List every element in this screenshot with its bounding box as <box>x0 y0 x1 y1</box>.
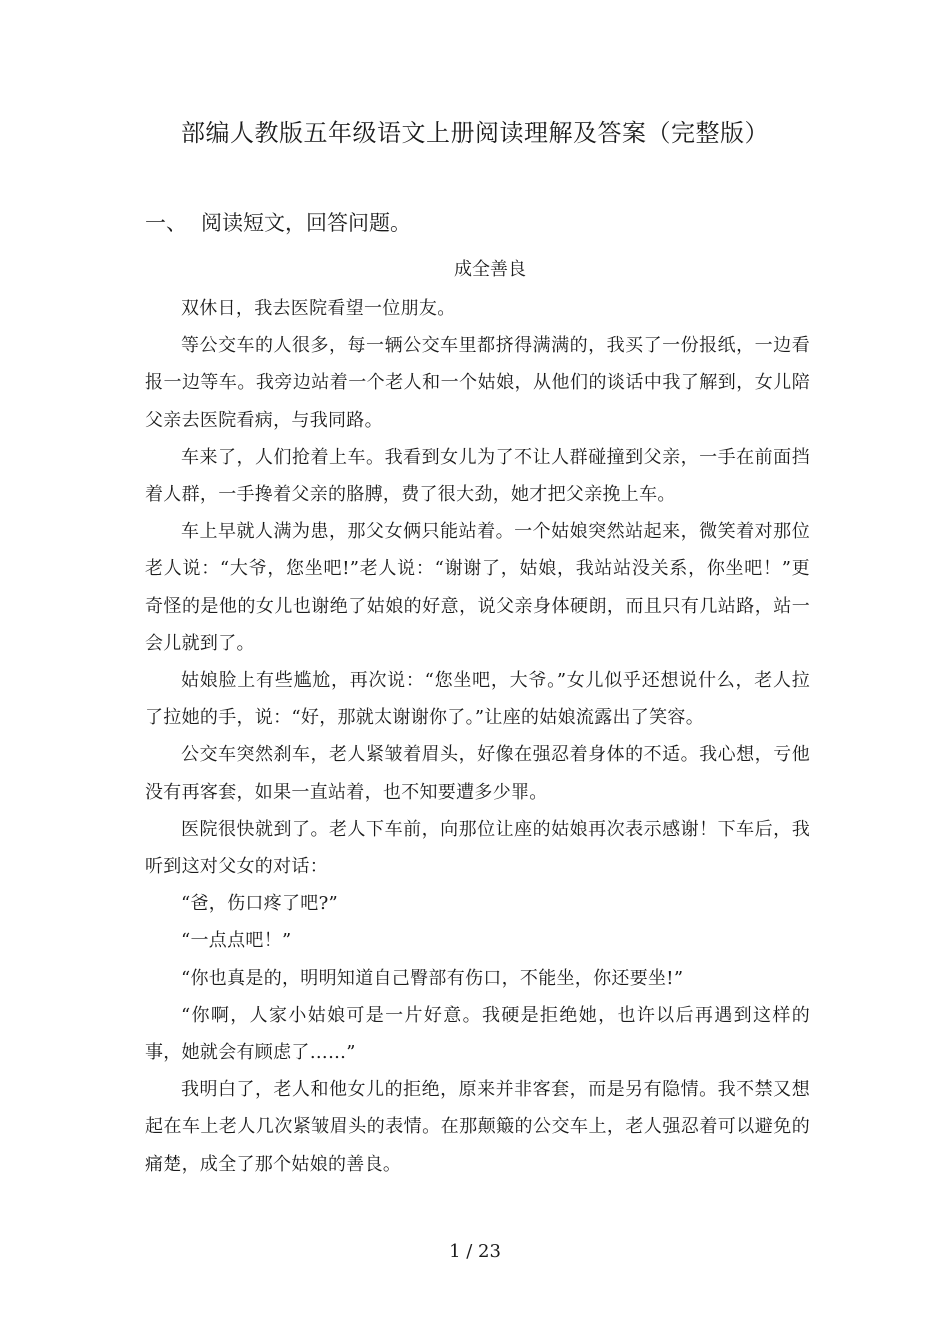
dialogue-line: “爸，伤口疼了吧?” <box>181 893 339 915</box>
paragraph: 我明白了，老人和他女儿的拒绝，原来并非客套，而是另有隐情。我不禁又想起在车上老人几次紧皱眉头的表情。在那颠簸的公交车上，老人强忍着可以避免的痛楚，成全了那个姑娘的善良。 <box>145 1079 810 1175</box>
paragraph: 双休日，我去医院看望一位朋友。 <box>181 298 456 319</box>
paragraph: 医院很快就到了。老人下车前，向那位让座的姑娘再次表示感谢！下车后，我听到这对父女的对话： <box>145 818 810 878</box>
story-title: 成全善良 <box>454 259 526 280</box>
paragraph: 车来了，人们抢着上车。我看到女儿为了不让人群碰撞到父亲，一手在前面挡着人群，一手搀着父亲的胳膊，费了很大劲，她才把父亲挽上车。 <box>145 446 810 506</box>
document-title: 部编人教版五年级语文上册阅读理解及答案（完整版） <box>181 119 769 147</box>
paragraph: 公交车突然刹车，老人紧皱着眉头，好像在强忍着身体的不适。我心想，亏他没有再客套，如果一直站着，也不知要遭多少罪。 <box>145 744 810 803</box>
section-instruction: 阅读短文，回答问题。 <box>201 211 411 235</box>
section-heading <box>145 207 411 239</box>
section-number: 一、 <box>145 211 187 235</box>
paragraph: 车上早就人满为患，那父女俩只能站着。一个姑娘突然站起来，微笑着对那位老人说：“大爷，您坐吧!”老人说：“谢谢了，姑娘，我站站没关系，你坐吧！”更奇怪的是他的女儿也谢绝了姑娘的好意，说父亲身体硬朗，而且只有几站路，站一会儿就到了。 <box>145 521 810 654</box>
paragraph: 姑娘脸上有些尴尬，再次说：“您坐吧，大爷。”女儿似乎还想说什么，老人拉了拉她的手，说：“好，那就太谢谢你了。”让座的姑娘流露出了笑容。 <box>145 670 810 729</box>
paragraph: 等公交车的人很多，每一辆公交车里都挤得满满的，我买了一份报纸，一边看报一边等车。我旁边站着一个老人和一个姑娘，从他们的谈话中我了解到，女儿陪父亲去医院看病，与我同路。 <box>145 335 810 431</box>
page-number: 1 / 23 <box>449 1241 501 1262</box>
dialogue-line: “你啊，人家小姑娘可是一片好意。我硬是拒绝她，也许以后再遇到这样的事，她就会有顾虑了……” <box>145 1004 810 1064</box>
dialogue-line: “你也真是的，明明知道自己臀部有伤口，不能坐，你还要坐!” <box>181 967 684 989</box>
dialogue-line: “一点点吧！” <box>181 930 292 952</box>
story-body <box>145 290 810 1183</box>
